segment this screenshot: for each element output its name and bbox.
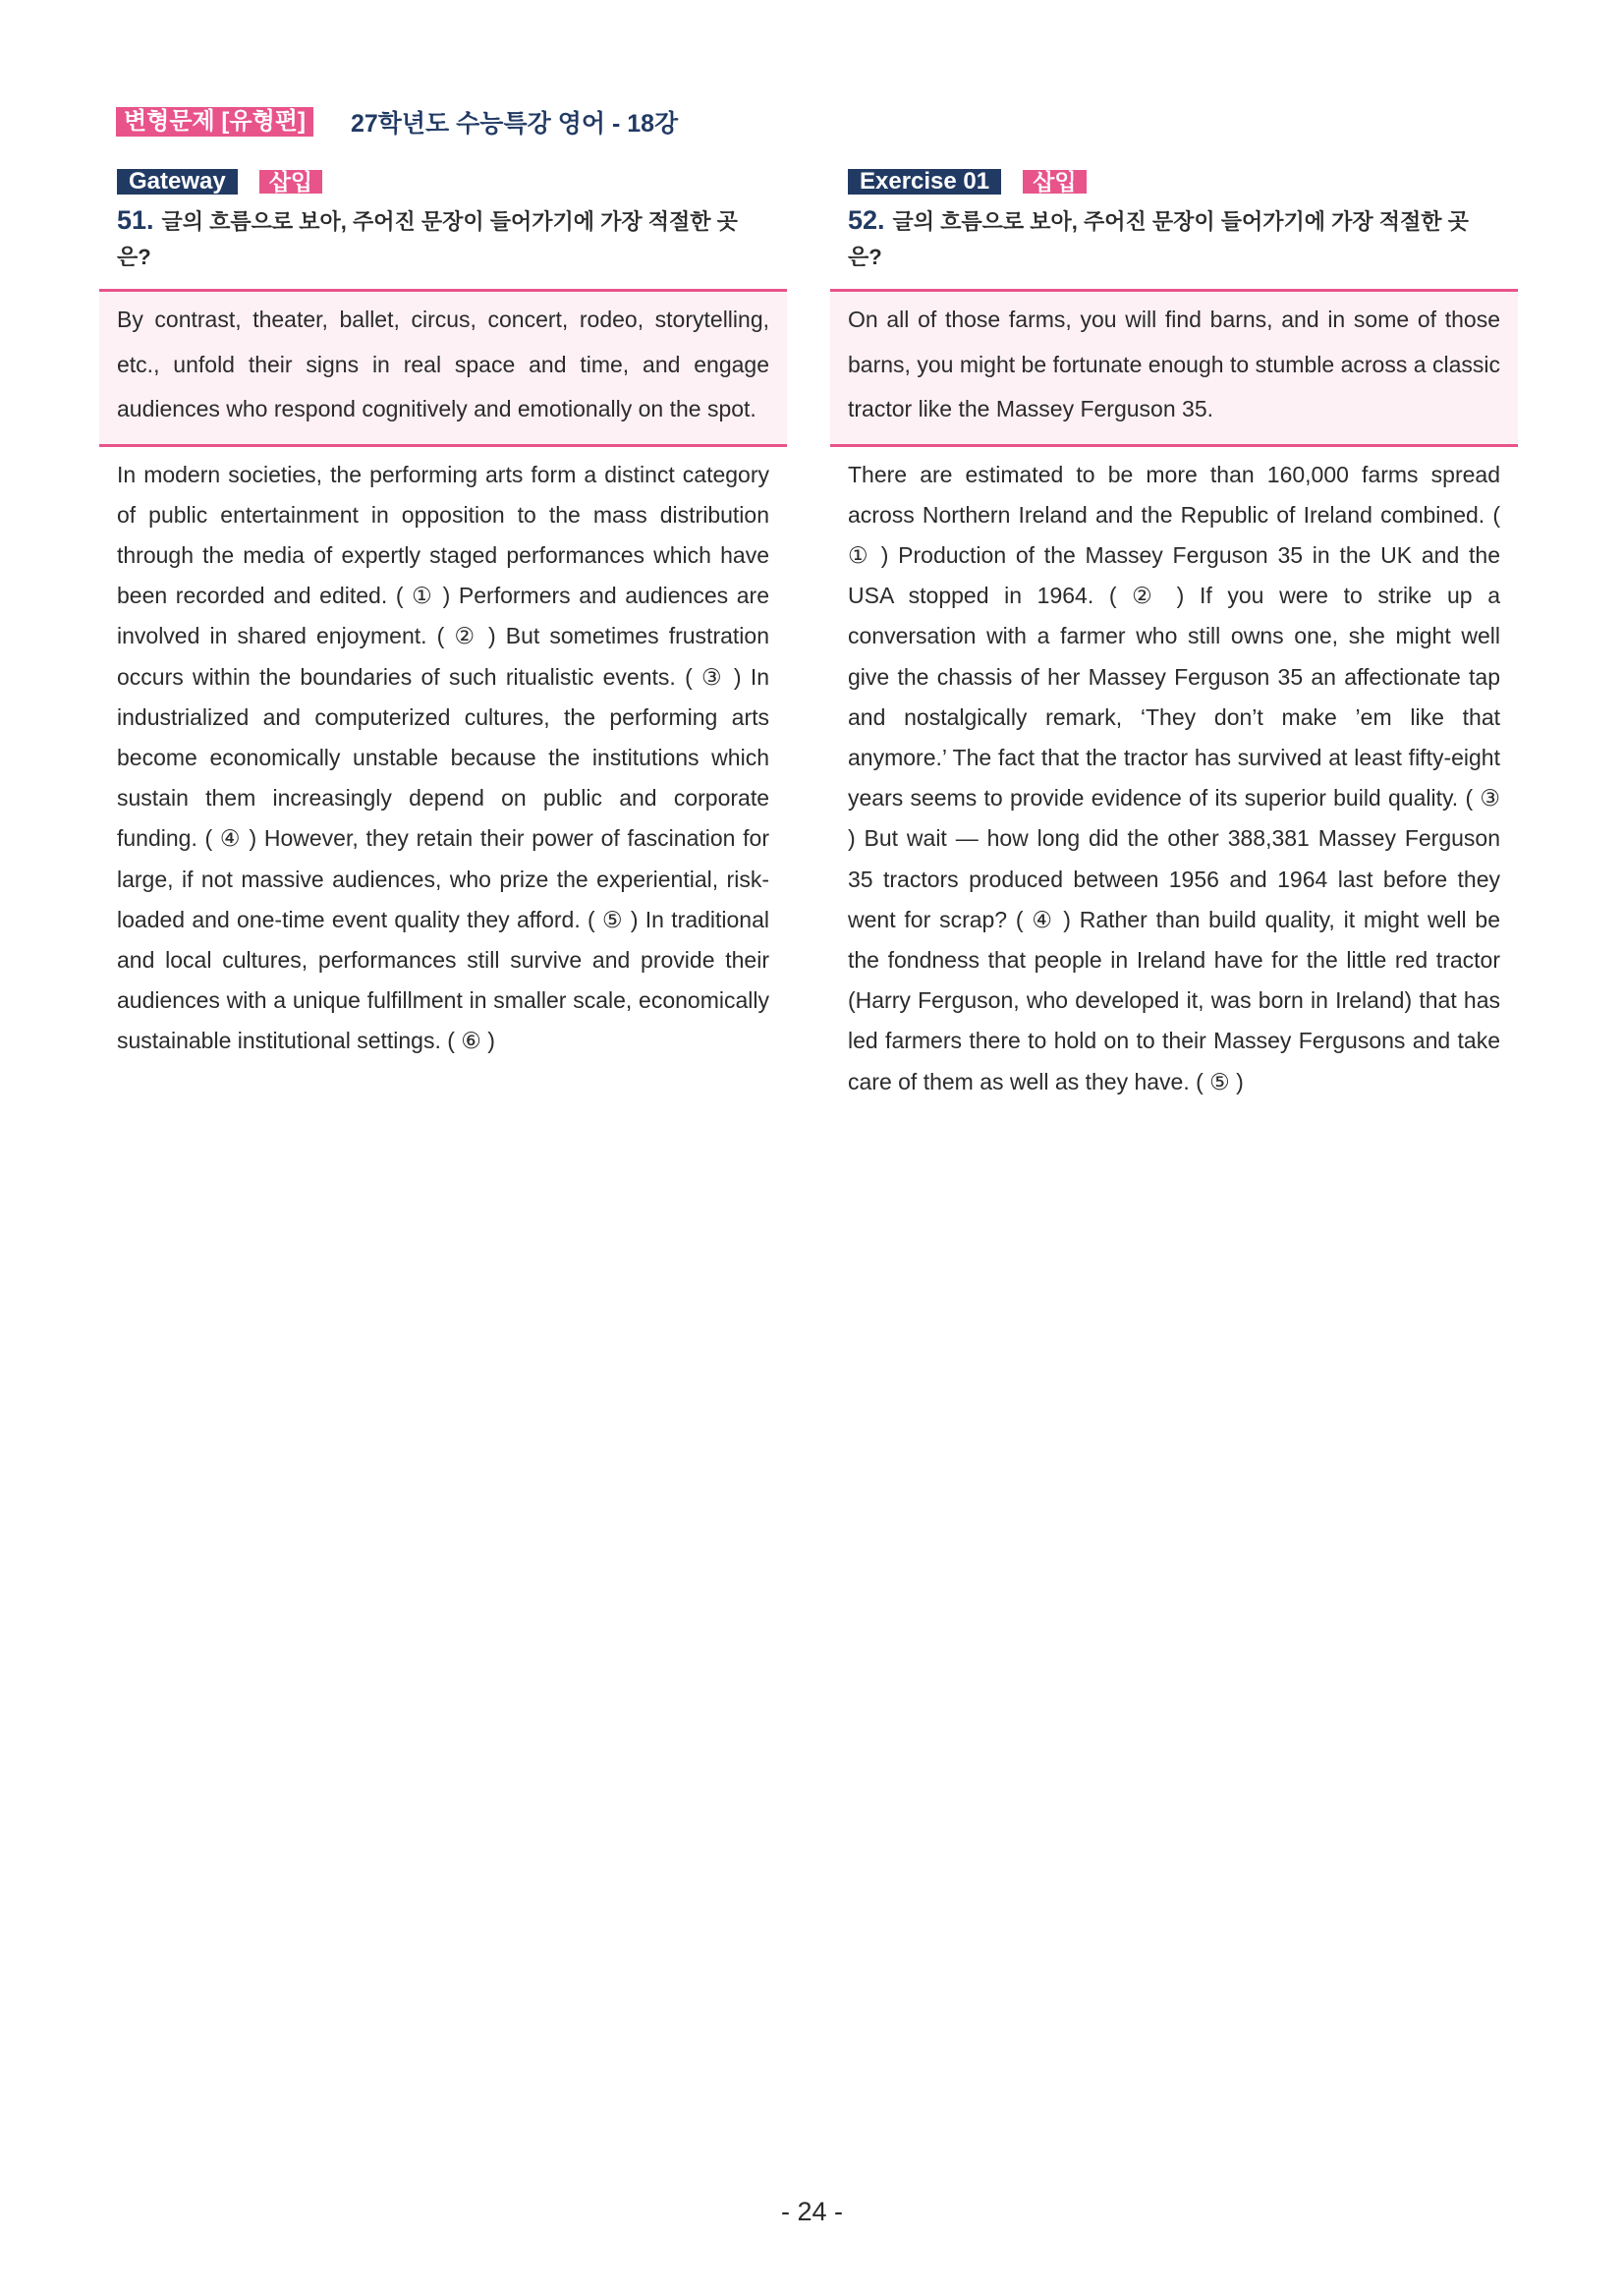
page-number: - 24 - [780, 2197, 844, 2226]
type-tag: 삽입 [1023, 170, 1086, 194]
question-52 [830, 169, 1518, 1102]
given-sentence-box: On all of those farms, you will find barns, and in some of those barns, you might be fortunate enough to stumble across a classic tractor like the Massey Ferguson 35. [830, 289, 1518, 447]
page-header [116, 104, 678, 140]
question-tags [99, 169, 787, 195]
passage-text: There are estimated to be more than 160,000 farms spread across Northern Ireland and the Republic of Ireland combined. ( ① ) Production of the Massey Ferguson 35 in the UK and the USA stopped in 1964. ( ② ) If you were to strike up a conversation with a farmer who still owns one, she might well give the chassis of her Massey Ferguson 35 an affectionate tap and nostalgically remark, ‘They don’t make ’em like that anymore.’ The fact that the tractor has survived at least fifty-eight years seems to provide evidence of its superior build quality. ( ③ ) But wait — how long did the other 388,381 Massey Ferguson 35 tractors produced between 1956 and 1964 last before they went for scrap? ( ④ ) Rather than build quality, it might well be the fondness that people in Ireland have for the little red tractor (Harry Ferguson, who developed it, was born in Ireland) that has led farmers there to hold on to their Massey Fergusons and take care of them as well as they have. ( ⑤ ) [848, 461, 1500, 1094]
question-stem [99, 202, 787, 275]
question-number: 51. [117, 205, 154, 235]
page-title: 27학년도 수능특강 영어 - 18강 [350, 110, 679, 138]
source-tag: Gateway [117, 169, 238, 195]
given-sentence-box: By contrast, theater, ballet, circus, concert, rodeo, storytelling, etc., unfold their signs in real space and time, and engage audiences who respond cognitively and emotionally on the spot. [99, 289, 787, 447]
question-number: 52. [848, 205, 885, 235]
type-tag: 삽입 [259, 170, 322, 194]
question-text: 글의 흐름으로 보아, 주어진 문장이 들어가기에 가장 적절한 곳은? [117, 209, 738, 269]
passage-text: In modern societies, the performing arts form a distinct category of public entertainment in opposition to the mass distribution through the media of expertly staged performances which have been recorded and edited. ( ① ) Performers and audiences are involved in shared enjoyment. ( ② ) But sometimes frustration occurs within the boundaries of such ritualistic events. ( ③ ) In industrialized and computerized cultures, the performing arts become economically unstable because the institutions which sustain them increasingly depend on public and corporate funding. ( ④ ) However, they retain their power of fascination for large, if not massive audiences, who prize the experiential, risk-loaded and one-time event quality they afford. ( ⑤ ) In traditional and local cultures, performances still survive and provide their audiences with a unique fulfillment in smaller scale, economically sustainable institutional settings. ( ⑥ ) [117, 461, 769, 1054]
question-text: 글의 흐름으로 보아, 주어진 문장이 들어가기에 가장 적절한 곳은? [848, 209, 1469, 269]
question-tags [830, 169, 1518, 195]
question-51 [99, 169, 787, 1062]
question-stem [830, 202, 1518, 275]
source-tag: Exercise 01 [848, 169, 1001, 195]
section-label: 변형문제 [유형편] [116, 107, 313, 137]
